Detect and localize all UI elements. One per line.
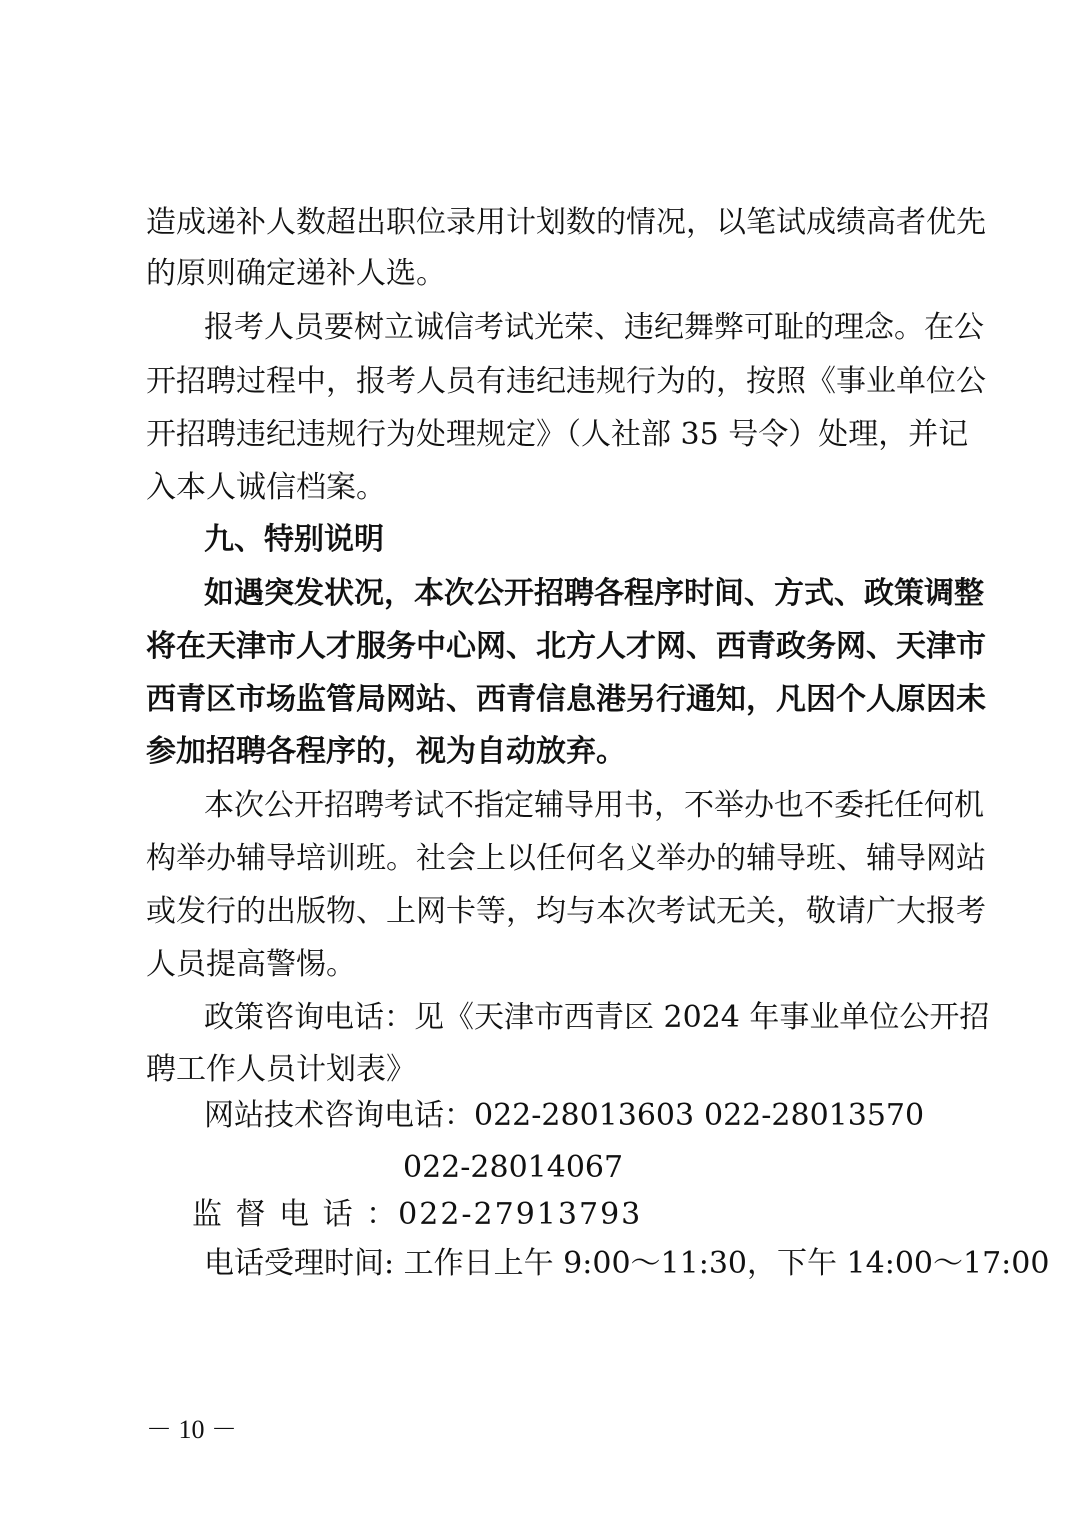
paragraph-1-line-1: 造成递补人数超出职位录用计划数的情况，以笔试成绩高者优先 [146, 205, 986, 240]
paragraph-3-line-2: 将在天津市人才服务中心网、北方人才网、西青政务网、天津市 [146, 629, 986, 664]
page-number: － 10 － [146, 1415, 238, 1444]
paragraph-4-line-2: 构举办辅导培训班。社会上以任何名义举办的辅导班、辅导网站 [146, 841, 986, 876]
supervision-phone: 监 督 电 话 ：022-27913793 [192, 1197, 643, 1232]
paragraph-5-line-1: 政策咨询电话：见《天津市西青区 2024 年事业单位公开招 [204, 1000, 990, 1035]
tech-support-phone-3: 022-28014067 [403, 1150, 624, 1185]
paragraph-1-line-2: 的原则确定递补人选。 [146, 256, 446, 291]
section-heading: 九、特别说明 [204, 522, 384, 557]
paragraph-3-line-4: 参加招聘各程序的，视为自动放弃。 [146, 734, 626, 769]
paragraph-5-line-2: 聘工作人员计划表》 [146, 1052, 416, 1087]
paragraph-3-line-3: 西青区市场监管局网站、西青信息港另行通知，凡因个人原因未 [146, 682, 986, 717]
paragraph-2-line-4: 入本人诚信档案。 [146, 470, 386, 505]
tech-support-phone-2: 022-28013570 [704, 1098, 925, 1133]
paragraph-2-line-2: 开招聘过程中，报考人员有违纪违规行为的，按照《事业单位公 [146, 364, 986, 399]
paragraph-4-line-4: 人员提高警惕。 [146, 947, 356, 982]
phone-hours: 电话受理时间: 工作日上午 9:00～11:30，下午 14:00～17:00 [204, 1246, 1050, 1281]
paragraph-2-line-1: 报考人员要树立诚信考试光荣、违纪舞弊可耻的理念。在公 [204, 310, 984, 345]
paragraph-4-line-1: 本次公开招聘考试不指定辅导用书，不举办也不委托任何机 [204, 788, 984, 823]
paragraph-4-line-3: 或发行的出版物、上网卡等，均与本次考试无关，敬请广大报考 [146, 894, 986, 929]
tech-support-phone-1: 网站技术咨询电话：022-28013603 [204, 1098, 695, 1133]
paragraph-2-line-3: 开招聘违纪违规行为处理规定》（人社部 35 号令）处理，并记 [146, 417, 969, 452]
paragraph-3-line-1: 如遇突发状况，本次公开招聘各程序时间、方式、政策调整 [204, 576, 984, 611]
